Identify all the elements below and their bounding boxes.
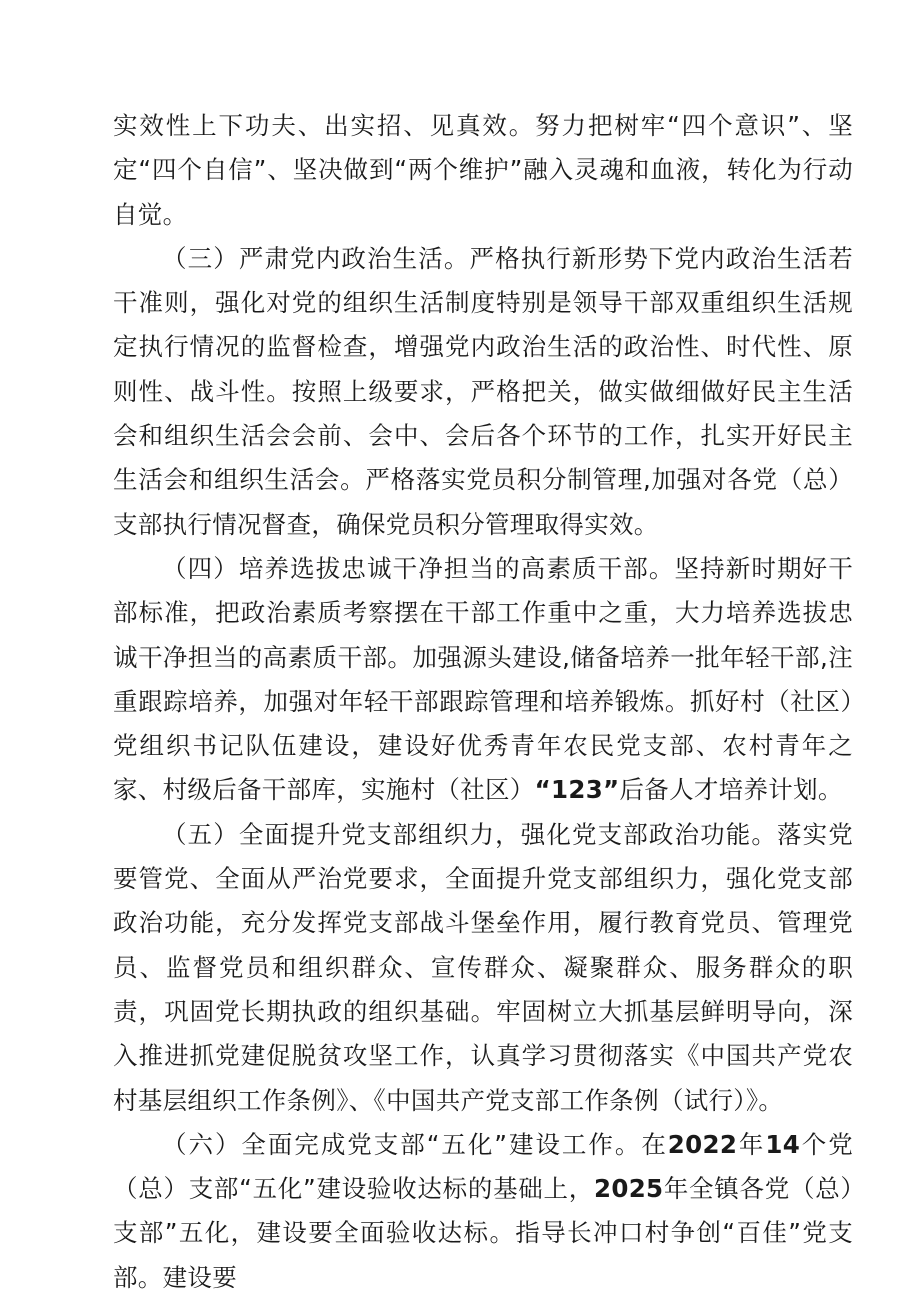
count-number: 14: [765, 1129, 801, 1159]
paragraph-text: 个党（总）支部“五化”建设验收达标的基础上，: [113, 1129, 853, 1204]
paragraph-text: 后备人才培养计划。: [619, 775, 843, 805]
emphasis-number: “123”: [534, 775, 620, 805]
paragraph-text: 年全镇各党（总）支部”五化，建设要全面验收达标。指导长冲口村争创“百佳”党支部。建设要: [113, 1174, 853, 1292]
paragraph-section-4: [113, 547, 853, 813]
document-body: [113, 104, 853, 1300]
paragraph-text: 年: [737, 1129, 766, 1159]
paragraph-text: （三）严肃党内政治生活。严格执行新形势下党内政治生活若干准则，强化对党的组织生活制度特别是领导干部双重组织生活规定执行情况的监督检查，增强党内政治生活的政治性、时代性、原则性、战斗性。按照上级要求，严格把关，做实做细做好民主生活会和组织生活会会前、会中、会后各个环节的工作，扎实开好民主生活会和组织生活会。严格落实党员积分制管理,加强对各党（总）支部执行情况督查，确保党员积分管理取得实效。: [113, 243, 853, 539]
paragraph-section-6: [113, 1123, 853, 1300]
year-number: 2025: [594, 1174, 664, 1204]
paragraph-text: （四）培养选拔忠诚干净担当的高素质干部。坚持新时期好干部标准，把政治素质考察摆在干部工作重中之重，大力培养选拔忠诚干净担当的高素质干部。加强源头建设,储备培养一批年轻干部,注重跟踪培养，加强对年轻干部跟踪管理和培养锻炼。抓好村（社区）党组织书记队伍建设，建设好优秀青年农民党支部、农村青年之家、村级后备干部库，实施村（社区）: [113, 553, 853, 805]
year-number: 2022: [667, 1129, 738, 1159]
paragraph-text: （五）全面提升党支部组织力，强化党支部政治功能。落实党要管党、全面从严治党要求，全面提升党支部组织力，强化党支部政治功能，充分发挥党支部战斗堡垒作用，履行教育党员、管理党员、监督党员和组织群众、宣传群众、凝聚群众、服务群众的职责，巩固党长期执政的组织基础。牢固树立大抓基层鲜明导向，深入推进抓党建促脱贫攻坚工作，认真学习贯彻落实《中国共产党农村基层组织工作条例》、《中国共产党支部工作条例（试行）》。: [113, 819, 853, 1115]
paragraph-text: 实效性上下功夫、出实招、见真效。努力把树牢“四个意识”、坚定“四个自信”、坚决做到“两个维护”融入灵魂和血液，转化为行动自觉。: [113, 111, 853, 229]
paragraph-section-3: [113, 237, 853, 547]
paragraph-continuation: [113, 104, 853, 237]
paragraph-section-5: [113, 813, 853, 1123]
paragraph-text: （六）全面完成党支部“五化”建设工作。在: [162, 1129, 668, 1159]
